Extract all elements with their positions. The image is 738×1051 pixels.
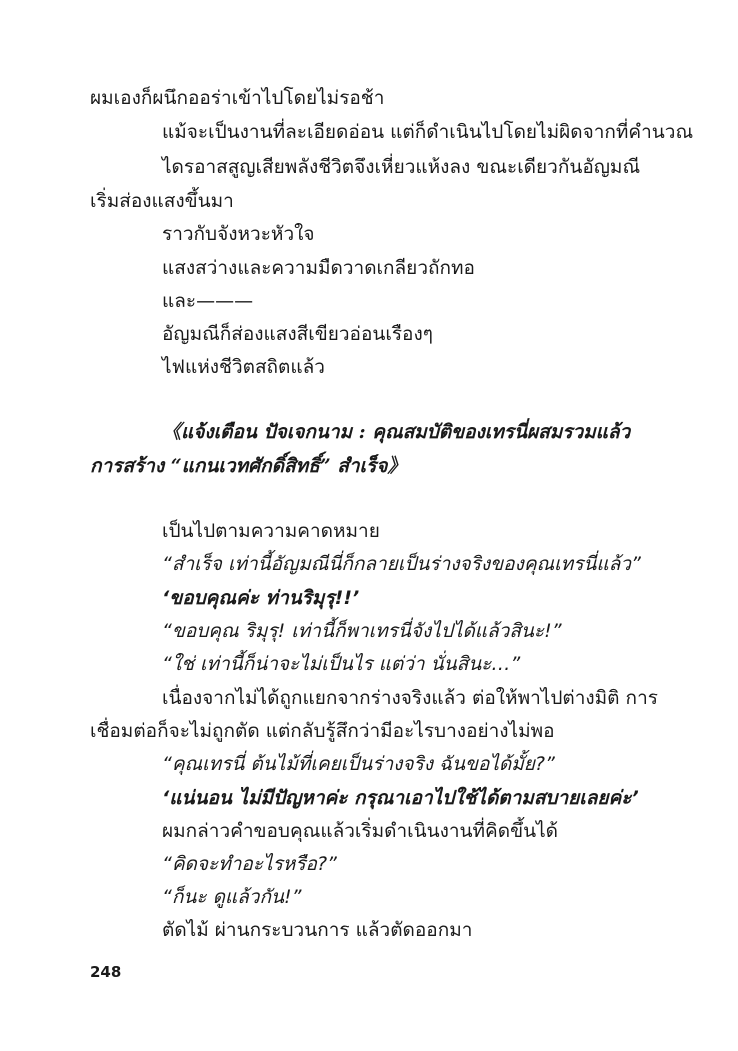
- paragraph-line: เริ่มส่องแสงขึ้นมา: [90, 190, 234, 212]
- dialogue-line: “ก็นะ ดูแล้วกัน!”: [162, 886, 302, 908]
- paragraph-line: และ———: [162, 290, 254, 312]
- paragraph-line: ไดรอาสสูญเสียพลังชีวิตจึงเหี่ยวแห้งลง ขณะเดียวกันอัญมณี: [162, 156, 641, 178]
- dialogue-line: “สำเร็จ เท่านี้อัญมณีนี่ก็กลายเป็นร่างจริงของคุณเทรนี่แล้ว”: [162, 553, 641, 575]
- dialogue-line: “ใช่ เท่านี้ก็น่าจะไม่เป็นไร แต่ว่า นั่นสินะ…”: [162, 653, 521, 675]
- telepathic-dialogue-line: ‘แน่นอน ไม่มีปัญหาค่ะ กรุณาเอาไปใช้ได้ตามสบายเลยค่ะ’: [162, 787, 639, 809]
- paragraph-line: ราวกับจังหวะหัวใจ: [162, 223, 315, 245]
- paragraph-line: แสงสว่างและความมืดวาดเกลียวถักทอ: [162, 257, 475, 279]
- paragraph-line: ผมกล่าวคำขอบคุณแล้วเริ่มดำเนินงานที่คิดขึ้นได้: [162, 820, 558, 842]
- dialogue-line: “ขอบคุณ ริมุรุ! เท่านี้ก็พาเทรนี่จังไปได้แล้วสินะ!”: [162, 620, 562, 642]
- paragraph-line: เป็นไปตามความคาดหมาย: [162, 520, 380, 542]
- paragraph-line: ไฟแห่งชีวิตสถิตแล้ว: [162, 356, 325, 378]
- system-notice-line: การสร้าง “แกนเวทศักดิ์สิทธิ์” สำเร็จ》: [90, 455, 407, 477]
- dialogue-line: “คุณเทรนี่ ต้นไม้ที่เคยเป็นร่างจริง ฉันขอได้มั้ย?”: [162, 753, 555, 775]
- telepathic-dialogue-line: ‘ขอบคุณค่ะ ท่านริมุรุ!!’: [162, 587, 360, 609]
- paragraph-line: แม้จะเป็นงานที่ละเอียดอ่อน แต่ก็ดำเนินไปโดยไม่ผิดจากที่คำนวณ: [162, 121, 694, 143]
- dialogue-line: “คิดจะทำอะไรหรือ?”: [162, 853, 337, 875]
- paragraph-line: เชื่อมต่อก็จะไม่ถูกตัด แต่กลับรู้สึกว่ามีอะไรบางอย่างไม่พอ: [90, 720, 555, 742]
- paragraph-line: ผมเองก็ผนึกออร่าเข้าไปโดยไม่รอช้า: [90, 87, 385, 109]
- paragraph-line: ตัดไม้ ผ่านกระบวนการ แล้วตัดออกมา: [162, 919, 473, 941]
- paragraph-line: อัญมณีก็ส่องแสงสีเขียวอ่อนเรืองๆ: [162, 323, 433, 345]
- system-notice-line: 《แจ้งเตือน ปัจเจกนาม : คุณสมบัติของเทรนี่ผสมรวมแล้ว: [162, 421, 631, 443]
- page-number: 248: [90, 963, 122, 981]
- paragraph-line: เนื่องจากไม่ได้ถูกแยกจากร่างจริงแล้ว ต่อให้พาไปต่างมิติ การ: [162, 687, 658, 709]
